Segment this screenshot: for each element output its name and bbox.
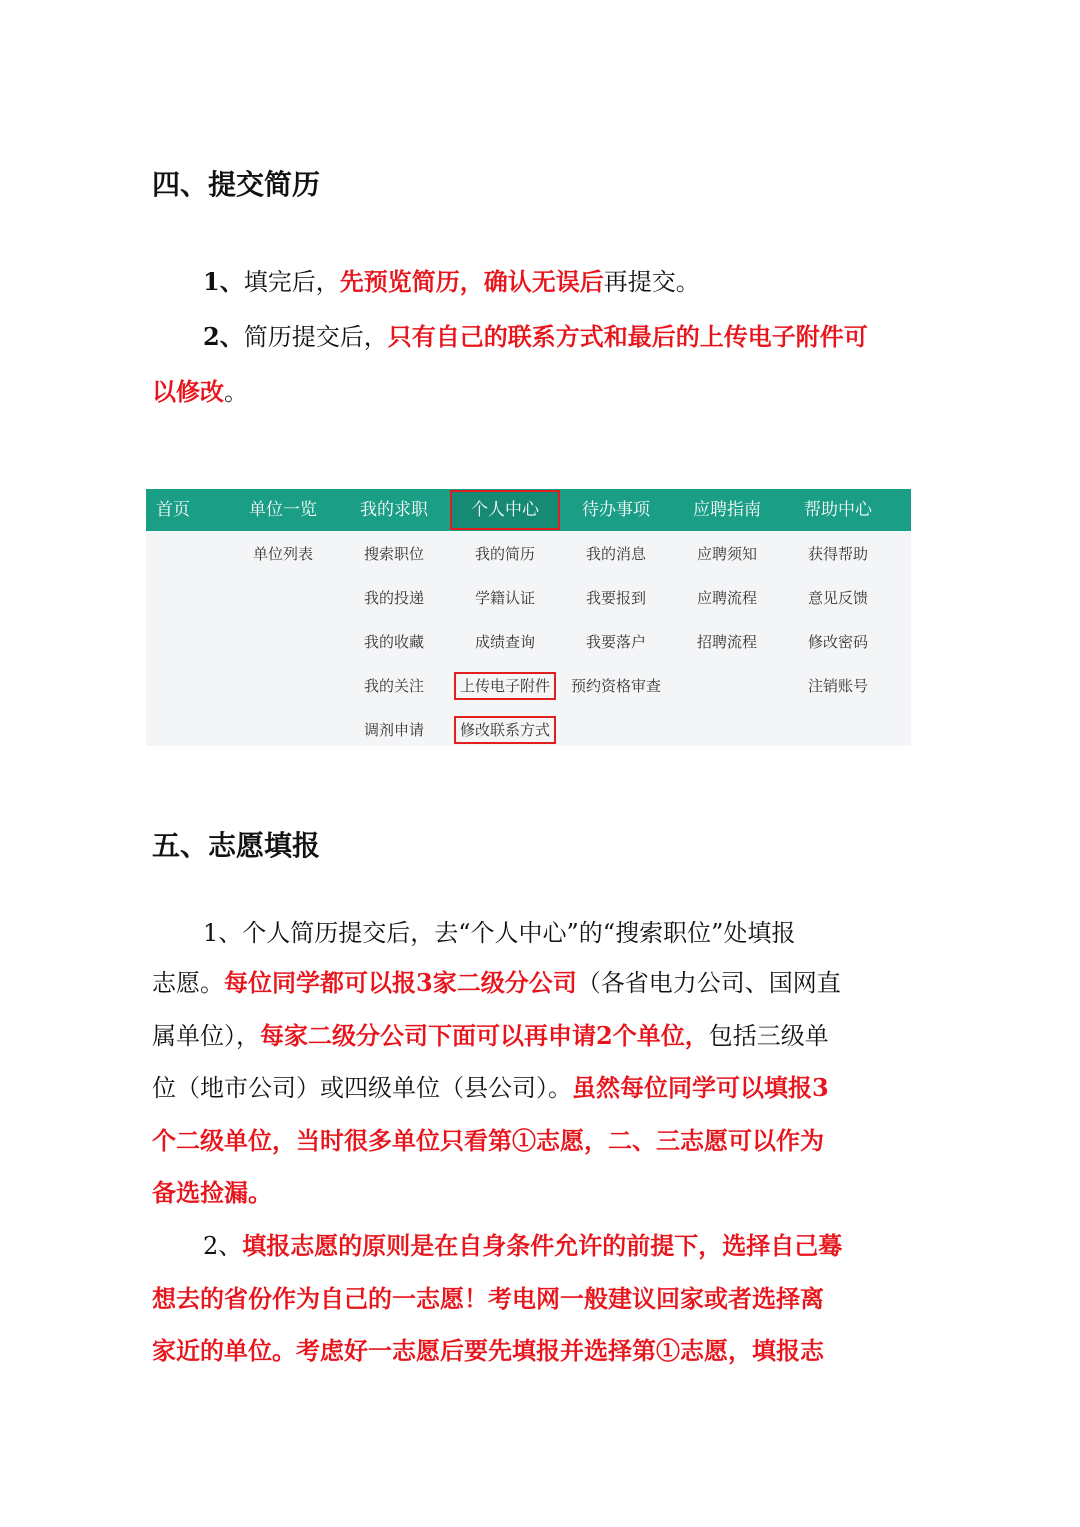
menu-my-delivery[interactable]: 我的投递	[363, 589, 424, 607]
l7-highlight: 填报志愿的原则是在自身条件允许的前提下，选择自己蓦	[242, 1231, 843, 1260]
tab-personal-center[interactable]: 个人中心	[450, 490, 560, 530]
menu-search-job[interactable]: 搜索职位	[363, 545, 424, 563]
section5-line-4	[152, 1073, 829, 1102]
tab-my-job[interactable]: 我的求职	[360, 500, 428, 520]
section4-heading: 四、提交简历	[152, 168, 321, 201]
section5-line-5: 个二级单位，当时很多单位只看第①志愿，二、三志愿可以作为	[152, 1126, 824, 1155]
section4-item1	[203, 267, 700, 296]
tab-help[interactable]: 帮助中心	[804, 500, 872, 520]
menu-my-favorites[interactable]: 我的收藏	[363, 633, 424, 651]
menu-upload-attachment[interactable]	[450, 671, 560, 701]
item1-post: 再提交。	[603, 268, 700, 296]
section4-item2-line1	[203, 322, 868, 351]
menu-get-help[interactable]: 获得帮助	[807, 545, 868, 563]
section5-line-2	[152, 968, 841, 997]
item2-highlight-1: 只有自己的联系方式和最后的上传电子附件可	[387, 322, 868, 351]
menu-change-password[interactable]: 修改密码	[807, 633, 868, 651]
menu-report[interactable]: 我要报到	[585, 589, 646, 607]
menu-edit-contact[interactable]	[450, 715, 560, 745]
section5-line-6: 备选捡漏。	[152, 1178, 272, 1207]
tab-guide[interactable]: 应聘指南	[693, 500, 761, 520]
menu-unit-list[interactable]: 单位列表	[252, 545, 313, 563]
item1-pre: 填完后，	[243, 268, 340, 296]
l4-a: 位（地市公司）或四级单位（县公司）。	[152, 1074, 572, 1102]
l3-c: 包括三级单	[708, 1022, 829, 1050]
menu-my-follows[interactable]: 我的关注	[363, 677, 424, 695]
item2-highlight-2: 以修改	[152, 377, 224, 406]
menu-score-query[interactable]: 成绩查询	[474, 633, 535, 651]
menu-adjust-apply[interactable]: 调剂申请	[363, 721, 424, 739]
menu-my-resume[interactable]: 我的简历	[474, 545, 535, 563]
l3-highlight: 每家二级分公司下面可以再申请2个单位，	[260, 1021, 709, 1050]
menu-apply-notice[interactable]: 应聘须知	[696, 545, 757, 563]
menu-student-auth[interactable]: 学籍认证	[474, 589, 535, 607]
l2-c: （各省电力公司、国网直	[576, 969, 841, 997]
l2-highlight: 每位同学都可以报3家二级分公司	[224, 968, 577, 997]
l4-highlight: 虽然每位同学可以填报3	[572, 1073, 829, 1102]
item1-number: 1、	[203, 267, 244, 296]
menu-my-messages[interactable]: 我的消息	[585, 545, 646, 563]
menu-feedback[interactable]: 意见反馈	[807, 589, 868, 607]
item2-pre: 简历提交后，	[243, 323, 388, 351]
item2-post: 。	[224, 378, 248, 406]
item2-number: 2、	[203, 322, 244, 351]
menu-qualification-review[interactable]: 预约资格审查	[570, 677, 661, 695]
tab-todo[interactable]: 待办事项	[582, 500, 650, 520]
section5-line-7	[203, 1231, 843, 1260]
menu-cancel-account[interactable]: 注销账号	[807, 677, 868, 695]
menu-apply-process[interactable]: 应聘流程	[696, 589, 757, 607]
section5-line-9: 家近的单位。考虑好一志愿后要先填报并选择第①志愿，填报志	[152, 1336, 824, 1365]
menu-edit-contact-label: 修改联系方式	[454, 716, 556, 744]
l2-a: 志愿。	[152, 969, 224, 997]
portal-nav-screenshot	[146, 489, 911, 746]
section5-line-3	[152, 1021, 829, 1050]
item1-highlight: 先预览简历，确认无误后	[339, 267, 604, 296]
section5-heading: 五、志愿填报	[152, 829, 321, 862]
section4-item2-line2	[152, 377, 248, 406]
l7-number: 2、	[203, 1232, 243, 1260]
l3-a: 属单位），	[152, 1022, 260, 1050]
menu-upload-attachment-label: 上传电子附件	[454, 672, 556, 700]
menu-recruit-process[interactable]: 招聘流程	[696, 633, 757, 651]
menu-settle[interactable]: 我要落户	[585, 633, 646, 651]
section5-line-8: 想去的省份作为自己的一志愿！考电网一般建议回家或者选择离	[152, 1284, 824, 1313]
tab-home[interactable]: 首页	[156, 500, 190, 520]
tab-units[interactable]: 单位一览	[249, 500, 317, 520]
section5-line-1: 1、个人简历提交后，去“个人中心”的“搜索职位”处填报	[203, 919, 796, 947]
